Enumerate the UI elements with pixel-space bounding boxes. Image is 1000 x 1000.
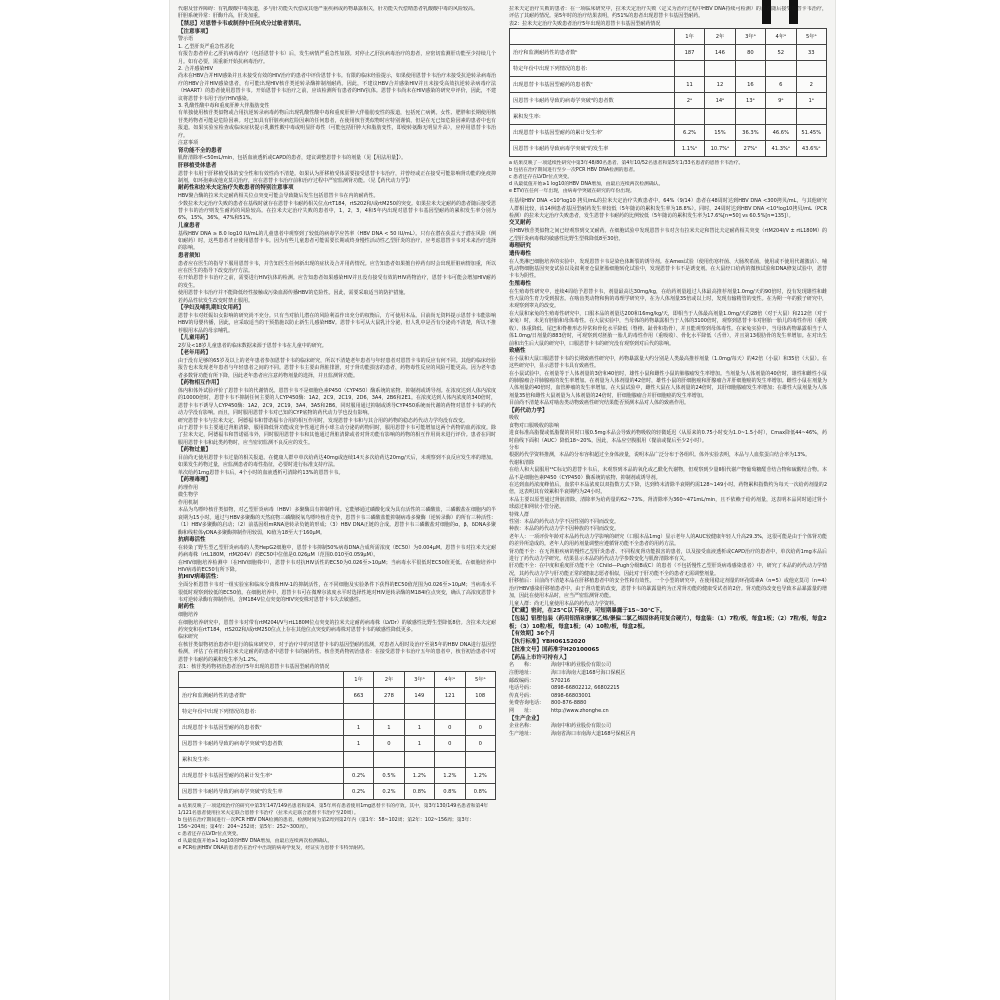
info-key: 生产地址： [509, 731, 535, 738]
table-cell: 0 [435, 736, 465, 752]
body-paragraph: 肌酐清除率<50mL/min，包括血液透析或CAPD的患者，建议调整恩替卡韦的剂量（见【用法用量】）。 [178, 155, 407, 162]
footnote: b 包括在治疗期间进行至少一次PCR HBV DNA检测的患者。 [509, 168, 638, 174]
footnote: a 结果反映了一项延续性研究中第3年48/80名患者、第4年10/52名患者和第5年1/33名患者的恩替卡韦治疗。 [509, 161, 744, 167]
body-paragraph: 有报告患者停止乙肝抗病毒治疗（包括恩替卡韦）后，发生病情严重急性加剧。对停止乙肝抗病毒治疗的患者，应密切监测肝功能至少持续几个月。如有必要，需重新开始抗病毒治疗。 [178, 51, 496, 65]
column-header: 2年 [705, 29, 735, 45]
body-paragraph: 在小鼠试验中，在剂量等于人体剂量的3倍和40倍时，雄性小鼠和雌性小鼠的肺腺瘤发生率增加。当剂量为人体剂量的40倍时，雄性和雌性小鼠的肺腺瘤合并肺腺癌的发生率增加。在剂量为人体剂量的42倍时，雄性小鼠的肝细胞癌和肝腺瘤合并肝细胞癌的发生率增加。雌性小鼠在剂量为人体剂量的40倍时，血管肿瘤的发生率增加。在大鼠试验中，雌性大鼠在人体剂量的24倍时，其肝细胞腺瘤发生率增加；在雄性大鼠剂量为人体剂量35倍和雌性大鼠剂量为人体剂量的24倍时，肝细胞腺瘤合并肝细胞癌的发生率增加。 [509, 370, 827, 399]
table-cell: 1.2% [465, 768, 495, 784]
body-paragraph: 根据药代学资料推测，本品的分布容积超过全身体液量，说明本品广泛分布于各组织。体外实验表明，本品与人血浆蛋白结合率为13%。 [509, 452, 811, 459]
section-heading: 致癌性 [509, 347, 526, 354]
body-paragraph: 在达到血药浓度峰值后，血浆中本品浓度以双指数方式下降，达到终末清除半衰期约需128~149小时。药物累积指数约为每天一次给药剂量的2倍，这表明其有效累积半衰期约为24小时。 [509, 482, 827, 496]
table-cell: 663 [343, 688, 373, 704]
footnote: d 从最低值开始≥1 log10的HBV DNA增加，由最后连续两次检测确认。 [509, 182, 664, 188]
body-paragraph: 本品为鸟嘌呤核苷类似物，对乙型肝炎病毒（HBV）多聚酶具有抑制作用。它能够通过磷酸化成为具有活性的三磷酸盐，三磷酸盐在细胞内的半衰期为15小时。通过与HBV多聚酶的天然底物三磷酸脱氧鸟嘌呤核苷竞争，恩替卡韦三磷酸盐能抑制病毒多聚酶（逆转录酶）的所有三种活性：（1）HBV多聚酶的启动；（2）前基因组mRNA逆转录负链的形成；（3）HBV DNA正链的合成。恩替卡韦三磷酸盐对细胞的α，β，δDNA多聚酶和线粒体γDNA多聚酶抑制作用较弱，Ki值为18至大于160μM。 [178, 507, 496, 536]
table-cell [374, 704, 404, 720]
table-cell: 1 [343, 720, 373, 736]
table-cell [735, 61, 765, 77]
body-paragraph: 种族：本品的药代动力学不因种族的不同而改变。 [509, 526, 620, 533]
body-paragraph: 有单独使用核苷类似物或合用抗逆转录病毒药物后出现乳酸性酸中毒和重度肝肿大伴脂肪变性的报道，包括死亡病例。女性、肥胖和长期使用核苷类药物者可能是危险因素。对已知具有肝脏疾病危险因素的任何患者，在使用核苷类似物时应特别谨慎，但是在无已知危险因素的患者中也有报道。如果实验室检查或临床症状提示乳酸性酸中毒或明显肝毒性（可能包括肝肿大和脂肪变性，即使转氨酶无明显升高），应停用恩替卡韦治疗。 [178, 110, 496, 139]
section-heading: 【药品上市许可持有人】 [509, 654, 570, 661]
table-cell [735, 109, 765, 125]
table-cell: 278 [374, 688, 404, 704]
table-row [179, 720, 496, 736]
table-cell: 187 [674, 45, 704, 61]
table-cell: 1 [343, 736, 373, 752]
footnote: b 包括在治疗期间进行一次PCR HBV DNA检测的患者。检测时间为第2周到第2年内（第1年：58~102周；第2年：102~156周；第3年：156~204周；第4年：204~252周；第5年：252~300周）。 [178, 818, 475, 831]
footnote: c 患者还存在LVDr位点突变。 [178, 832, 242, 838]
info-key: 企业名称： [509, 723, 535, 730]
section-heading: 患者须知 [178, 252, 201, 259]
table-cell: 1 [374, 720, 404, 736]
body-paragraph: 患者应在医生的指导下服用恩替卡韦，并告知医生任何新出现的症状及合并用药情况。应告知患者如果擅自停药有时会出现肝脏病情加重，所以应在医生的指导下改变治疗方法。 [178, 260, 496, 274]
section-heading: 【禁忌】对恩替卡韦或制剂中任何成分过敏者禁用。 [178, 20, 305, 27]
table-cell [674, 109, 704, 125]
body-paragraph: 临床研究 [178, 634, 199, 641]
table-row [510, 93, 827, 109]
footnote: d 从最低值开始≥1 log10的HBV DNA增加，由最后连续两次检测确认。 [178, 839, 333, 845]
table-cell: 0.8% [404, 784, 434, 800]
body-paragraph: 全面分析恩替卡韦对一组实验室和临床分离株HIV-1的抑制活性，在不同细胞及实验条件下获得的EC50值范围为0.026至>10μM；当病毒水平很低时观察到较低的EC50值。在细胞培养中，恩替卡韦可在微摩尔浓度水平时选择性地对HIV逆转录酶的M184I位点突变，确认了高浓度恩替卡韦对逆转录酶有抑制作用。含M184V位点突变的HIV突变株对恩替卡韦失去敏感性。 [178, 582, 496, 603]
section-heading: 抗HIV病毒活性： [178, 574, 222, 581]
row-label: 因恩替卡韦耐药导致的病毒学突破ᵈ的发生率 [179, 784, 344, 800]
table-cell: 12 [705, 77, 735, 93]
info-row [509, 700, 827, 708]
body-paragraph: 在HBV核苷类似物之间已经观察到交叉耐药。在细胞试验中发现恩替卡韦对含有拉米夫定和替比夫定耐药相关突变（rtM204I/V ± rtL180M）的乙型肝炎病毒株的敏感性比野生型株降低8至30倍。 [509, 228, 827, 242]
table-cell [404, 704, 434, 720]
table-cell: 0 [435, 720, 465, 736]
table-cell: 43.6%ᵉ [796, 141, 826, 157]
info-value: 0898-66803001 [551, 692, 591, 699]
table-row [179, 688, 496, 704]
body-paragraph: 表2：拉米夫定治疗失败患者治疗5年出现的恩替卡韦基因型耐药情况 [509, 20, 661, 27]
info-value: 0898-66802212, 66802215 [551, 685, 620, 692]
left-column-text [178, 6, 496, 671]
section-heading: 遗传毒性 [509, 250, 532, 257]
left-column [178, 6, 496, 996]
table-cell: 9ᵉ [766, 93, 796, 109]
body-paragraph: 注意事项 [178, 140, 199, 147]
body-paragraph: 单次给药1mg恩替卡韦后，4个小时的血液透析可清除约13%的恩替卡韦。 [178, 469, 344, 476]
table-cell: 2 [796, 77, 826, 93]
column-header: 5年ᵃ [465, 672, 495, 688]
body-paragraph: 肾功能不全：在无肾脏疾病的慢性乙型肝炎患者、不同程度肾功能损害的患者，以及接受血液透析或CAPD治疗的患者中，单次给药1mg本品后进行了药代动力学研究。结果显示本品的药代动力学参数变化与肌酐清除率有关。 [509, 548, 827, 563]
info-value: 海口市海南大道168号海口保税区 [551, 670, 626, 677]
info-row [509, 662, 827, 670]
body-paragraph: 微生物学 [178, 492, 199, 499]
section-heading: 儿童患者 [178, 222, 201, 229]
table-cell: 1.1%ᵉ [674, 141, 704, 157]
body-paragraph: 若药品性状发生改变时禁止服用。 [178, 297, 254, 304]
column-header: 1年 [343, 672, 373, 688]
info-row [509, 685, 827, 693]
body-paragraph: 本品主要以原型通过肾脏清除，清除率为给药量的62~73%。肾清除率为360~471mL/min，且不依赖于给药剂量，这表明本品同时通过肾小球滤过和网状小管分泌。 [509, 496, 827, 511]
table-row [510, 125, 827, 141]
producer-heading: 【生产企业】 [509, 715, 543, 722]
body-paragraph: 代谢和清除 [509, 459, 535, 466]
table-cell: 6 [766, 77, 796, 93]
table-cell: 80 [735, 45, 765, 61]
row-label: 特定年份中出现下列情况的患者: [179, 704, 344, 720]
info-key: 网 址： [509, 708, 535, 715]
table-cell: 10.7%ᵉ [705, 141, 735, 157]
row-label: 因恩替卡韦耐药导致的病毒学突破ᵈ的患者数 [179, 736, 344, 752]
table-cell: 27%ᵉ [735, 141, 765, 157]
section-heading: 生殖毒性 [509, 280, 532, 287]
table-cell [374, 752, 404, 768]
footnote: e PCR检测HBV DNA的患者仍在治疗中出现的病毒学复发，经证实为恩替卡韦特异耐药。 [178, 846, 368, 852]
footnote: c 患者还存在LVDr位点突变。 [509, 175, 573, 181]
info-value: 海南中和药业股份有限公司 [551, 662, 612, 669]
info-row [509, 731, 827, 739]
column-header [510, 29, 675, 45]
footnote: e ETV/在任何一年出现，由病毒学突破在研究的年份出现。 [509, 189, 635, 195]
table-cell [465, 704, 495, 720]
table-cell [796, 61, 826, 77]
body-paragraph: 在小鼠和大鼠口服恩替卡韦的长期致癌性研究中，药物暴露量大约分别是人类最高推荐剂量（1.0mg/每天）的42倍（小鼠）和35倍（大鼠）。在这些研究中，显示恩替卡韦具有致癌性。 [509, 355, 827, 370]
body-paragraph: 在开始恩替卡韦治疗之前，需要进行HIV抗体的检测。应告知患者如果感染HIV并且没有接受有效的HIV药物治疗，恩替卡韦可能会增加HIV耐药的发生。 [178, 275, 496, 289]
table-cell: 0.8% [435, 784, 465, 800]
info-value: 800-876-8880 [551, 700, 587, 707]
section-heading: 肝移植受体患者 [178, 162, 217, 169]
table-cell [404, 752, 434, 768]
body-paragraph: 表1：核苷类药物初治患者治疗5年出现的恩替卡韦基因型耐药的情况 [178, 664, 330, 670]
column-header: 1年 [674, 29, 704, 45]
table-cell: 0.2% [374, 784, 404, 800]
body-paragraph: 2. 合并感染HIV [178, 66, 214, 73]
table-row [179, 736, 496, 752]
body-paragraph: 在细胞培养研究中，恩替卡韦对带有rtM204I/V与rtL180M位点突变的拉米夫定耐药病毒株（LVDr）的敏感性比野生型降低8倍。含拉米夫定耐药突变和在rtT184，rtS202和/或rtM250位点上存在其他位点突变的病毒株对恩替卡韦的敏感性降低更多。 [178, 619, 496, 633]
body-paragraph: 作用机制 [178, 499, 199, 506]
body-paragraph: 使用恩替卡韦治疗并不能降低经性接触或污染血源传播HBV的危险性。因此，需要采取适当的防护措施。 [178, 290, 409, 297]
resistance-table-lamivudine-refractory [509, 28, 827, 157]
table-cell: 121 [435, 688, 465, 704]
section-heading: 【药物相互作用】 [178, 380, 223, 387]
body-paragraph: 儿童人群：尚无儿童使用本品的药代动力学资料。 [509, 600, 620, 607]
body-paragraph: 在转染了野生型乙型肝炎病毒的人类HepG2细胞中，恩替卡韦抑制50%病毒DNA合成所需浓度（EC50）为0.004μM。恩替卡韦对拉米夫定耐药病毒株（rtL180M，rtM204V）的EC50中位值是0.026μM（范围0.010至0.059μM）。 [178, 544, 496, 559]
producer-info [509, 723, 827, 738]
body-paragraph: 2岁及<18岁儿童患者的临床数据来源于恩替卡韦在儿童中的研究。 [178, 342, 327, 349]
table-cell [796, 109, 826, 125]
body-paragraph: 性别：本品的药代动力学不因性别的不同而改变。 [509, 519, 620, 526]
body-paragraph: 在HIV细胞培养检测中（在HIV细胞株中），恩替卡韦对抗HIV活性的EC50为0.026至>10μM；当病毒水平很低时EC50值更低。在细胞培养中HIV病毒的EC50有所下降。 [178, 559, 496, 573]
section-heading: 【儿童用药】 [178, 335, 212, 341]
body-paragraph: 在人类淋巴细胞培养的实验中，发现恩替卡韦是染色体断裂的诱导剂。在Ames试验（使用伤寒杆菌、大肠埃希菌，使用或不使用代谢激活）、哺乳动物细胞基因突变试验以及叙利亚仓鼠胚胎细胞转化试验中，发现恩替卡韦不是诱变剂。在大鼠经口给药的微核试验和DNA修复试验中，恩替卡韦为阴性。 [509, 258, 827, 280]
table-row [510, 61, 827, 77]
table-cell: 33 [796, 45, 826, 61]
info-key: 传真号码： [509, 692, 535, 699]
row-label: 因恩替卡韦耐药导致病毒学突破ᵈ的发生率 [510, 141, 675, 157]
section-heading: 【孕妇及哺乳期妇女用药】 [178, 304, 245, 311]
table-cell: 14ᵉ [705, 93, 735, 109]
column-header: 2年 [374, 672, 404, 688]
row-label: 出现恩替卡韦基因型耐药的累计发生率ᵉ [179, 768, 344, 784]
body-paragraph: 食物对口服吸收的影响 [509, 422, 560, 429]
body-paragraph: 分布 [509, 444, 520, 451]
column-header [179, 672, 344, 688]
info-row [509, 723, 827, 731]
section-heading: 【药物过量】 [178, 447, 212, 454]
table-row [510, 77, 827, 93]
body-paragraph: 药理作用 [178, 485, 199, 492]
info-key: 电话号码： [509, 685, 535, 692]
body-paragraph: 由于没有足够的65岁及以上的老年患者参加恩替卡韦的临床研究，所以不清楚老年患者与年轻患者对恩替卡韦的反应有何不同。其他的临床经验报告也未发现老年患者与年轻患者之间的不同。恩替卡韦主要由肾脏排泄，对于肾功能损害的患者，药物毒性反应的风险可能更高。因为老年患者多数肾功能有所下降，因此老年患者应注意药物剂量的选择，并且监测肾功能。 [178, 358, 496, 379]
section-heading: 抗病毒活性 [178, 536, 206, 543]
table-row [179, 752, 496, 768]
body-paragraph: 细胞培养 [178, 612, 199, 619]
info-row [509, 708, 827, 716]
table-cell [705, 109, 735, 125]
table-cell: 2ᵉ [674, 93, 704, 109]
info-value: http://www.zhonghe.cn [551, 708, 609, 715]
right-column [509, 6, 827, 996]
section-heading: 肾功能不全的患者 [178, 147, 223, 154]
table-header-row [510, 29, 827, 45]
body-paragraph: 拉米夫定治疗失败的患者：在一项临床研究中，拉米夫定治疗失败（定义为治疗过程中HBV DNA持续可检测）的患者随后接受恩替卡韦治疗，评估了其耐药情况。第5年时的治疗结果表明，约51%的患者出现恩替卡韦基因型耐药。 [509, 6, 827, 20]
column-header: 3年ᵃ [735, 29, 765, 45]
body-paragraph: 研究恩替卡韦与拉米夫定、阿德福韦和替诺福韦合用的相互作用时，发现恩替卡韦和与其合用的药物的稳态药代动力学均没有改变。 [178, 417, 469, 424]
section-heading: 【贮藏】密封，在25℃以下保存，可短期暴露于15~30℃下。 [509, 607, 666, 614]
table-footnotes [178, 803, 496, 852]
body-paragraph: 3. 乳酸性酸中毒和重度肝肿大伴脂肪变性 [178, 103, 270, 110]
body-paragraph: 目前尚无使用恩替卡韦过量的相关报道。在健康人群中单次给药达40mg或连续14天多次给药达20mg/天后，未观察到不良反应发生率的增加。如果发生药物过量，应监测患者的毒性指征，必要时进行标准支持疗法。 [178, 455, 496, 469]
footnote: a 结果反映了一项延续治疗的研究中第3年147/149名患者和第4、第5年所有患者使用1mg恩替卡韦的疗效。其中，第3年130/149名患者和第4年1/121名患者使用拉米夫定联合恩替卡韦治疗（拉米夫定联合恩替卡韦治疗至20周）。 [178, 804, 489, 817]
body-paragraph: 肝功能不全：在中度和重度肝功能不全（Child—Pugh分级B或C）的患者（不包括慢性乙型肝炎病毒感染患者）中，研究了本品的药代动力学情况，其药代动力学与肝功能正常的健康志愿者相似，因此对于肝功能不全的患者无需调整剂量。 [509, 563, 827, 577]
table-cell: 6.2% [674, 125, 704, 141]
table-row [179, 768, 496, 784]
table-cell: 0.2% [343, 768, 373, 784]
body-paragraph: 恩替卡韦用于肝移植受体的安全性和有效性尚不清楚。如果认为肝移植受体需要接受恩替卡韦治疗，并曾经或正在接受可能影响肾功能的免疫抑制剂，如环孢素或他克莫司治疗，应在恩替卡韦治疗前和治疗过程中严密监测肾功能。（见【药代动力学】） [178, 170, 496, 184]
marketing-holder-info [509, 662, 827, 715]
table-cell: 36.3% [735, 125, 765, 141]
resistance-table-naive [178, 671, 496, 800]
row-label: 因恩替卡韦耐药导致的病毒学突破ᵈ的患者数 [510, 93, 675, 109]
table-cell: 41.3%ᵉ [766, 141, 796, 157]
info-key: 注册地址： [509, 670, 535, 677]
section-heading: 毒理研究 [509, 243, 532, 250]
table-cell: 16 [735, 77, 765, 93]
body-paragraph: HBV聚合酶的拉米夫定耐药相关位点突变可能会导致随后发生包括恩替卡韦在内的耐药性。 [178, 193, 379, 200]
table-header-row [179, 672, 496, 688]
table-cell: 1 [404, 720, 434, 736]
table-row [510, 141, 827, 157]
table-cell: 46.6% [766, 125, 796, 141]
table-cell [435, 752, 465, 768]
table-cell: 1 [404, 736, 434, 752]
table-cell: 0.5% [374, 768, 404, 784]
table-cell: 1ᵉ [796, 93, 826, 109]
section-heading: 【药代动力学】 [509, 407, 548, 414]
row-label: 出现恩替卡韦基因型耐药的患者数ᶜ [510, 77, 675, 93]
table-cell: 52 [766, 45, 796, 61]
column-header: 4年ᵃ [766, 29, 796, 45]
body-paragraph: 目前尚不清楚本品对啮齿类动物致癌性研究结果能否预测本品对人体的致癌作用。 [509, 400, 690, 407]
row-label: 出现恩替卡韦基因型耐药的累计发生率ᶠ [510, 125, 675, 141]
info-row [509, 670, 827, 678]
info-value: 海南中和药业股份有限公司 [551, 723, 612, 730]
section-heading: 【批准文号】国药准字H20100065 [509, 646, 600, 653]
column-header: 3年ᵃ [404, 672, 434, 688]
body-paragraph: 在大鼠和家兔的生殖毒性研究中，口服本品的剂量达200和16mg/kg/天，即相当于人体最高剂量1.0mg/天的28倍（对于大鼠）和212倍（对于家兔）时，未见有胚胎和母体毒性。在大鼠实验中，当母体的药物暴露相当于人体的3100倍时，观察到恩替卡韦对胚胎一胎儿的毒性作用（重吸收）、体重降低、尾巴和脊椎形态异常和骨化水平降低（脊椎、趾骨和指骨），并且能观察到母体毒性。在家兔实验中，当母体药物暴露相当于人体1.0mg/日剂量的883倍时，可观察到对胚胎一胎儿的毒性作用（重吸收）、骨化水平降低（舌骨），并且第13根肋骨的发生率增加。在对出生前和出生后大鼠的研究中，口服恩替卡韦的研究没有观察到对后代的影响。 [509, 310, 827, 347]
body-paragraph: 肝胆系统异常：肝酶升高，肝炎加重。 [178, 13, 264, 20]
body-paragraph: 特殊人群 [509, 511, 530, 518]
table-cell: 108 [465, 688, 495, 704]
table-cell: 13ᵉ [735, 93, 765, 109]
body-paragraph: 基线HBV DNA ≥ 8.0 log10 IU/mL的儿童患者中观察到了较低的病毒学应答率（HBV DNA < 50 IU/mL）。只有在潜在获益大于潜在风险（例如耐药）时，这些患者才应使用恩替卡韦。因为有些儿童患者可能需要长期或终身慢性活动性乙型肝炎的治疗，应考虑恩替卡韦对未来治疗选择的影响。 [178, 230, 496, 252]
body-paragraph: 恩替卡韦对妊娠妇女影响的研究尚不充分。只有当对胎儿潜在的风险利益作出充分的权衡后，方可使用本品。目前尚无资料提示恩替卡韦能影响HBV的母婴传播，因此，应采取适当的干预措施以防止新生儿感染HBV。恩替卡韦可从大鼠乳汁分泌，但人乳中是否有分泌尚不清楚，所以不推荐服用本品的母亲哺乳。 [178, 312, 496, 334]
table-cell: 0 [374, 736, 404, 752]
table-cell: 0 [465, 720, 495, 736]
section-heading: 耐药性 [178, 604, 195, 611]
section-heading: 【包装】铝塑包装（药用铝箔和聚氯乙烯/聚偏二氯乙烯固体药用复合硬片），每盒装：（1）7粒/板，每盒1板；（2）7粒/板，每盒2板；（3）10粒/板，每盒1板；（4）10粒/板，每盒2板。 [509, 615, 827, 630]
right-column-text-main [509, 198, 827, 662]
table-cell [343, 704, 373, 720]
section-heading: 【有效期】36个月 [509, 631, 556, 638]
table-cell: 146 [705, 45, 735, 61]
table-cell: 0 [465, 736, 495, 752]
section-heading: 交叉耐药 [509, 220, 532, 227]
table-footnotes [509, 160, 827, 195]
table-row [179, 784, 496, 800]
table-cell [435, 704, 465, 720]
row-label: 累积发生率: [510, 109, 675, 125]
table-row [510, 109, 827, 125]
body-paragraph: 少数拉米夫定治疗失败的患者在基线时就存在恩替卡韦耐药相关位点rtT184，rtS202和/或rtM250的突变。如果拉米夫定耐药的患者随后接受恩替卡韦的治疗则发生耐药的风险较高。在拉米夫定治疗失败的患者中，1，2，3，4和5年内出现对恩替卡韦基因型耐药的累积发生率分别为6%，15%，36%，47%和51%。 [178, 200, 496, 222]
table-row [179, 704, 496, 720]
body-paragraph: 由于恩替卡韦主要通过肾脏清除，服用降低肾功能或竞争性通过肾小球主动分泌的药物同时，服用恩替卡韦可能增加这两个药物的血药浓度。除了拉米夫定，阿德福韦和替诺福韦外，同时服用恩替卡韦和其他通过肾脏清除或者对肾功能有影响的药物的相互作用尚未进行评价。患者在同时服用恩替卡韦和此类药物时，应当密切监测不良反应的发生。 [178, 425, 496, 446]
section-heading: 【药理毒理】 [178, 477, 212, 484]
body-paragraph: 在生殖毒性研究中，连续4周给予恩替卡韦，剂量最高达30mg/kg，在给药剂量超过人体最高推荐剂量1.0mg/天的90倍时，没有发现雄性和雌性大鼠的生育力受到损害。在啮齿类动物和狗的毒理学研究中，在为人体剂量35倍或以上时，发现有输精管的变性。在为期一年的猴子研究中，未观察到睾丸的改变。 [509, 288, 827, 310]
row-label: 治疗和监测耐药性的患者数ᵇ [510, 45, 675, 61]
body-paragraph: 在核苷类似物初治患者中进行的临床研究中，对于治疗中的对恩替卡韦的基因型耐药监测，对患者入组时及治疗至第5年的HBV DNA进行基因型检测，评估了在初治和拉米夫定耐药的患者中恩替卡韦的耐药性。核苷类药物初治患者：在接受恩替卡韦治疗五年的患者中，核苷初治患者中对恩替卡韦耐药的累积发生率为1.2%。 [178, 641, 496, 663]
row-label: 累积发生率: [179, 752, 344, 768]
column-header: 4年ᵃ [435, 672, 465, 688]
info-value: 570216 [551, 677, 571, 684]
table-cell [766, 61, 796, 77]
body-paragraph: 在给人和大鼠服用¹⁴C标记的恩替卡韦后，未观察到本品的氧化或乙酰化代谢物，但观察到少量Ⅱ相代谢产物葡萄糖醛苷结合物和硫酸结合物。本品不是细胞色素P450（CYP450）酶系统的底物、抑制剂或诱导剂。 [509, 467, 827, 481]
row-label: 治疗和监测耐药性的患者数ᵇ [179, 688, 344, 704]
info-key: 名 称： [509, 662, 535, 669]
info-value: 海南省海口市南海大道168号保税区内 [551, 731, 636, 738]
table-cell: 149 [404, 688, 434, 704]
right-column-text-top [509, 6, 827, 28]
row-label: 特定年份中出现下列情况的患者: [510, 61, 675, 77]
table-row [510, 45, 827, 61]
table-cell [766, 109, 796, 125]
table-cell: 0.8% [465, 784, 495, 800]
info-key: 邮政编码： [509, 677, 535, 684]
section-heading: 耐药性和拉米夫定治疗失败患者的特别注意事项 [178, 185, 294, 192]
row-label: 出现恩替卡韦基因型耐药的患者数ᶜ [179, 720, 344, 736]
body-paragraph: 在基线HBV DNA <10⁷log10 拷贝/mL的拉米夫定治疗失败患者中，64%（9/14）患者在48周时达到HBV DNA <300拷贝/mL，与其他研究人群相比较，该14例患者基因型耐药发生率较低（5年随访的累积发生率为18.8%）。同时，24周时达到HBV DNA <10⁴log10拷贝/mL（PCR检测）的拉米夫定治疗失败患者，发生恩替卡韦耐药的比例较低（5年随访的累积发生率为17.6%[n=50] vs 60.5%[n=135]）。 [509, 198, 827, 220]
section-heading: 【老年用药】 [178, 350, 212, 357]
section-heading: 【注意事项】 [178, 28, 212, 35]
table-cell [674, 61, 704, 77]
column-header: 5年ᵃ [796, 29, 826, 45]
table-cell: 11 [674, 77, 704, 93]
table-cell: 1.2% [435, 768, 465, 784]
body-paragraph: 警示语 [178, 36, 194, 43]
table-cell: 1.2% [404, 768, 434, 784]
table-cell: 51.45% [796, 125, 826, 141]
body-paragraph: 肝移植后：目前尚不清楚本品在肝移植患者中的安全性和有效性。一个小型的研究中，在使用稳定剂量的环孢霉素A（n=5）或他克莫司（n=4）治疗HBV感染肝移植患者中，由于肾功能的改变，恩替卡韦的暴露量约为正常肾功能的健康受试者的2倍。肾功能的改变也导致本品暴露量的增加，因此在使用本品时，应当严密监测肾功能。 [509, 578, 827, 600]
body-paragraph: 尚未在HBV合并HIV感染并且未接受有效的HIV治疗的患者中评价恩替卡韦。有限的临床经验提示，如果使用恩替卡韦治疗未接受抗逆转录病毒治疗的HBV合并HIV感染患者，有可能出现HIV核苷类逆转录酶抑制剂耐药。因此，不建议HBV合并感染HIV并且未接受高效抗逆转录病毒疗法（HAART）的患者使用恩替卡韦。开始恩替卡韦治疗之前，应该检测所有患者的HIV抗体。恩替卡韦尚未在HIV感染的研究中评价，因此，不建议将恩替卡韦用于治疗HIV感染。 [178, 73, 496, 102]
table-cell [705, 61, 735, 77]
body-paragraph: 体内和体外试验评价了恩替卡韦的代谢情况。恩替卡韦不是细胞色素P450（CYP450）酶系统的底物、抑制剂或诱导剂。在浓度达到人体内浓度的10000倍时，恩替卡韦不抑制任何主要的人CYP450酶：1A2，2C9，2C19，2D6，3A4，2B6和2E1。在浓度达到人体内浓度的340倍时，恩替卡韦不诱导人CYP450酶：1A2，2C9，2C19，3A4，3A5和2B6。同时服用通过抑制或诱导CYP450系统而代谢的药物对恩替卡韦的药代动力学没有影响。而且，同时服用恩替卡韦对已知的CYP底物的药代动力学也没有影响。 [178, 388, 496, 417]
info-key: 免费咨询电话： [509, 700, 545, 707]
table-cell: 15% [705, 125, 735, 141]
body-paragraph: 代谢及营养障碍：有乳酸酸中毒报道，多与肝功能失代偿或其他严重疾病或药物暴露相关，肝功能失代偿晴患者乳酸酸中毒的风险较高。 [178, 6, 479, 12]
section-heading: 【执行标准】YBH06152020 [509, 639, 586, 646]
body-paragraph: 进食标准高脂餐或低脂餐的同时口服0.5mg本品会导致药物吸收的轻微延迟（从原来的0.75小时变为1.0~1.5小时），Cmax降低44~46%，药时曲线下面积（AUC）降低18~20%。因此，本品应空腹服用（餐前或餐后至少2小时）。 [509, 430, 827, 444]
table-cell [465, 752, 495, 768]
body-paragraph: 吸收 [509, 415, 520, 422]
body-paragraph: 1. 乙型肝炎严重急性恶化 [178, 43, 235, 50]
table-cell [343, 752, 373, 768]
table-cell: 0.2% [343, 784, 373, 800]
body-paragraph: 老年人：一项评价年龄对本品药代动力学影响的研究（口服本品1mg）显示老年人的AUC较健康年轻人升高29.3%，这很可能是由于个体肾功能的差异所造成的。老年人的用药剂量调整应遵循肾功能不全患者的用药方法。 [509, 533, 827, 548]
